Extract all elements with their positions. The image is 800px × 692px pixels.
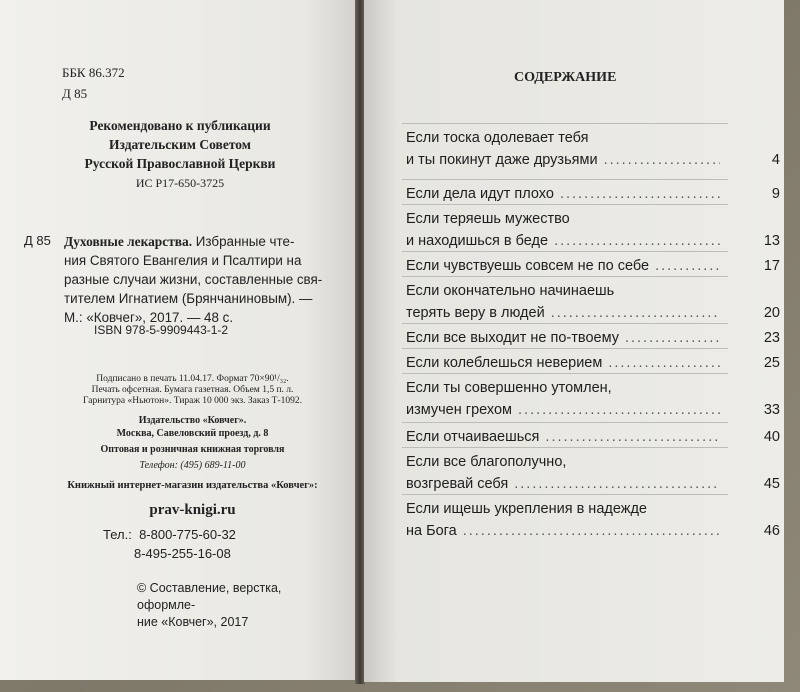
trade: Оптовая и розничная книжная торговля bbox=[100, 444, 285, 455]
phones bbox=[103, 525, 236, 563]
toc-page-number: 13 bbox=[763, 233, 780, 249]
toc-entry-text: Если отчаиваешься bbox=[406, 429, 540, 445]
toc-entry-text: терять веру в людей bbox=[406, 305, 545, 321]
ic-number: ИС Р17-650-3725 bbox=[135, 176, 225, 190]
toc-entry-text: Если ты совершенно утомлен, bbox=[406, 380, 612, 396]
toc-entry[interactable] bbox=[406, 208, 780, 252]
annotation-line-3: разные случаи жизни, составленные свя- bbox=[64, 272, 323, 287]
toc-rule bbox=[402, 123, 728, 124]
toc-dot-leader bbox=[604, 149, 720, 171]
toc-rule bbox=[402, 276, 728, 277]
left-page bbox=[0, 0, 357, 680]
site-link[interactable]: prav-knigi.ru bbox=[149, 502, 236, 518]
toc-entry[interactable] bbox=[406, 327, 780, 349]
toc-dot-leader bbox=[625, 327, 720, 349]
toc-entry-text: Если дела идут плохо bbox=[406, 186, 554, 202]
toc-rule bbox=[402, 422, 728, 423]
toc-page-number: 17 bbox=[763, 258, 780, 274]
toc-title: СОДЕРЖАНИЕ bbox=[514, 70, 617, 85]
annotation bbox=[64, 232, 344, 327]
toc-rule bbox=[402, 348, 728, 349]
toc-entry-text: Если тоска одолевает тебя bbox=[406, 130, 589, 146]
toc-entry-text: Если все благополучно, bbox=[406, 454, 567, 470]
toc-page-number: 23 bbox=[763, 330, 780, 346]
author-code-side: Д 85 bbox=[24, 233, 51, 248]
toc-entry[interactable] bbox=[406, 280, 780, 324]
toc-entry[interactable] bbox=[406, 498, 780, 542]
toc-rule bbox=[402, 204, 728, 205]
toc-page-number: 40 bbox=[763, 429, 780, 445]
tel-1: 8-800-775-60-32 bbox=[139, 527, 236, 542]
toc-entry-text: и находишься в беде bbox=[406, 233, 549, 249]
toc-entry-text: Если все выходит не по-твоему bbox=[406, 330, 619, 346]
toc-entry-text: Если окончательно начинаешь bbox=[406, 283, 615, 299]
toc-dot-leader bbox=[463, 520, 720, 542]
toc-page-number: 45 bbox=[763, 476, 780, 492]
recommendation-line-2: Издательским Советом bbox=[109, 137, 251, 152]
toc-entry[interactable] bbox=[406, 255, 780, 277]
toc-entry-text: Если ищешь укрепления в надежде bbox=[406, 501, 647, 517]
tel-2: 8-495-255-16-08 bbox=[134, 546, 231, 561]
isbn: ISBN 978-5-9909443-1-2 bbox=[94, 323, 229, 337]
recommendation-line-1: Рекомендовано к публикации bbox=[89, 118, 271, 133]
toc-entry-text: Если колеблешься неверием bbox=[406, 355, 603, 371]
copyright-line-1: © Составление, верстка, оформле- bbox=[137, 581, 282, 612]
copyright-line-2: ние «Ковчег», 2017 bbox=[137, 615, 249, 629]
print-info-3: Гарнитура «Ньютон». Тираж 10 000 экз. Заказ Т-1092. bbox=[82, 396, 303, 406]
toc-page-number: 46 bbox=[763, 523, 780, 539]
toc-rule bbox=[402, 323, 728, 324]
toc-entry[interactable] bbox=[406, 127, 780, 171]
toc-entry-text: Если чувствуешь совсем не по себе bbox=[406, 258, 650, 274]
toc-entry[interactable] bbox=[406, 377, 780, 421]
author-code: Д 85 bbox=[62, 86, 88, 101]
toc-entry-text: возгревай себя bbox=[406, 476, 509, 492]
toc-entry[interactable] bbox=[406, 426, 780, 448]
toc-entry[interactable] bbox=[406, 451, 780, 495]
print-info-2: Печать офсетная. Бумага газетная. Объем 1,5 п. л. bbox=[91, 385, 294, 395]
toc-entry[interactable] bbox=[406, 183, 780, 205]
phone: Телефон: (495) 689-11-00 bbox=[139, 460, 246, 471]
annotation-title: Духовные лекарства. bbox=[64, 234, 193, 249]
toc-rule bbox=[402, 447, 728, 448]
toc-entry-text: и ты покинут даже друзьями bbox=[406, 152, 598, 168]
toc-page-number: 4 bbox=[771, 152, 780, 168]
toc-dot-leader bbox=[655, 255, 720, 277]
copyright bbox=[137, 580, 337, 631]
toc-entry-text: измучен грехом bbox=[406, 402, 513, 418]
toc-dot-leader bbox=[554, 230, 720, 252]
toc-entry-text: на Бога bbox=[406, 523, 457, 539]
toc-page-number: 9 bbox=[771, 186, 780, 202]
toc-entry[interactable] bbox=[406, 352, 780, 374]
annotation-line-1: Избранные чте- bbox=[195, 234, 295, 249]
toc-page-number: 25 bbox=[763, 355, 780, 371]
toc-dot-leader bbox=[608, 352, 720, 374]
toc-dot-leader bbox=[551, 302, 720, 324]
toc-rule bbox=[402, 494, 728, 495]
annotation-line-5: М.: «Ковчег», 2017. — 48 с. bbox=[64, 310, 234, 325]
toc-entry-text: Если теряешь мужество bbox=[406, 211, 570, 227]
toc-dot-leader bbox=[545, 426, 720, 448]
shop-label: Книжный интернет-магазин издательства «Ковчег»: bbox=[67, 480, 318, 491]
tel-label: Тел.: bbox=[103, 527, 132, 542]
toc-page-number: 33 bbox=[763, 402, 780, 418]
publisher: Издательство «Ковчег». bbox=[138, 415, 247, 426]
toc-dot-leader bbox=[514, 473, 720, 495]
toc-dot-leader bbox=[518, 399, 720, 421]
toc-dot-leader bbox=[560, 183, 720, 205]
print-info-1: Подписано в печать 11.04.17. Формат 70×90¹/₃₂. bbox=[96, 374, 289, 384]
address: Москва, Савеловский проезд, д. 8 bbox=[116, 428, 269, 439]
toc-rule bbox=[402, 373, 728, 374]
annotation-line-4: тителем Игнатием (Брянчаниновым). — bbox=[64, 291, 313, 306]
toc-rule bbox=[402, 179, 728, 180]
toc-page-number: 20 bbox=[763, 305, 780, 321]
toc-rule bbox=[402, 251, 728, 252]
recommendation-line-3: Русской Православной Церкви bbox=[84, 156, 276, 171]
annotation-line-2: ния Святого Евангелия и Псалтири на bbox=[64, 253, 302, 268]
bbk-code: ББК 86.372 bbox=[62, 65, 125, 80]
